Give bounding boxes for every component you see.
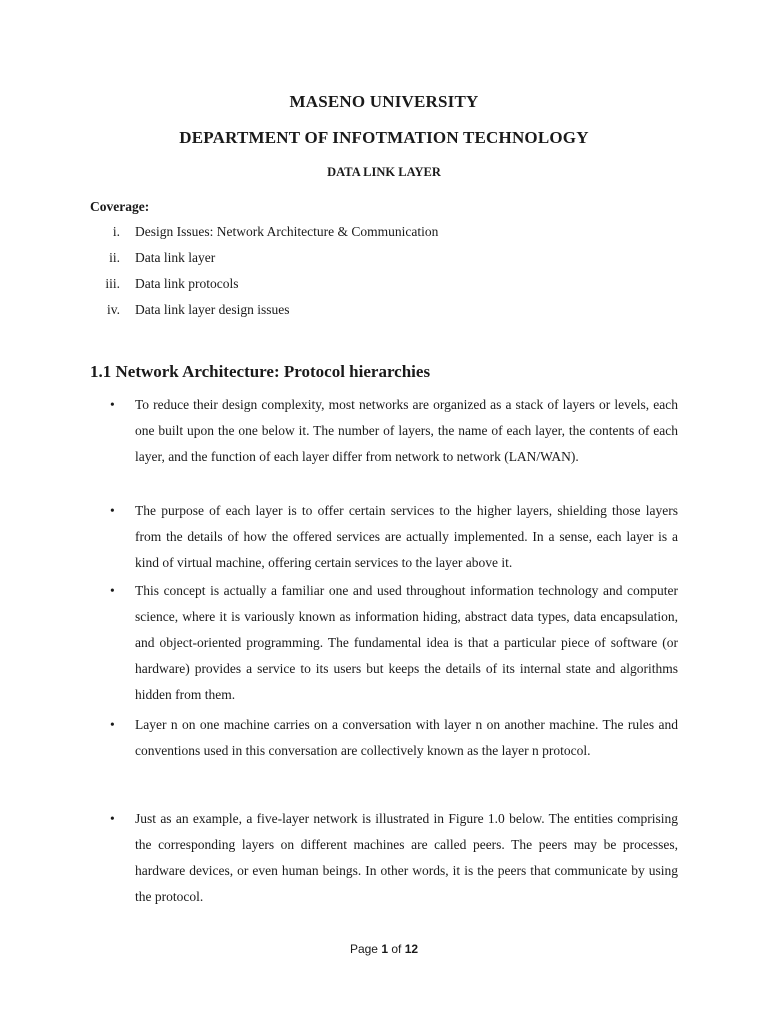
coverage-item-text: Data link protocols xyxy=(135,276,239,291)
bullet-text: Just as an example, a five-layer network is illustrated in Figure 1.0 below. The entities comprising the corresponding layers on different machines are called peers. The peers may be processes, hardware devices, or even human beings. In other words, it is the peers that communicate by using the protocol. xyxy=(135,811,678,904)
coverage-item-text: Data link layer xyxy=(135,250,216,265)
footer-page-label: Page xyxy=(349,942,378,956)
bullet-text: Layer n on one machine carries on a conversation with layer n on another machine. The rules and conventions used in this conversation are collectively known as the layer n protocol. xyxy=(135,717,678,758)
coverage-item-number: iii. xyxy=(105,276,120,291)
coverage-item xyxy=(90,222,690,248)
coverage-item xyxy=(90,248,690,274)
coverage-item xyxy=(90,274,690,300)
bullet-marker: • xyxy=(110,397,115,412)
footer-current-page: 1 xyxy=(381,942,388,956)
university-title: MASENO UNIVERSITY xyxy=(289,92,479,111)
coverage-item-number: ii. xyxy=(109,250,120,265)
coverage-item-text: Data link layer design issues xyxy=(135,302,290,317)
bullet-text: To reduce their design complexity, most networks are organized as a stack of layers or levels, each one built upon the one below it. The number of layers, the name of each layer, the contents of each layer, and the function of each layer differ from network to network (LAN/WAN). xyxy=(135,397,678,464)
footer-total-pages: 12 xyxy=(404,942,419,956)
bullet-text: The purpose of each layer is to offer certain services to the higher layers, shielding those layers from the details of how the offered services are actually implemented. In a sense, each layer is a kind of virtual machine, offering certain services to the layer above it. xyxy=(135,503,678,570)
bullet-marker: • xyxy=(110,717,115,732)
section-heading: 1.1 Network Architecture: Protocol hierarchies xyxy=(90,362,431,381)
topic-title: DATA LINK LAYER xyxy=(327,165,441,179)
bullet-text: This concept is actually a familiar one and used throughout information technology and computer science, where it is variously known as information hiding, abstract data types, data encapsulation, and object-oriented programming. The fundamental idea is that a particular piece of software (or hardware) provides a service to its users but keeps the details of its internal state and algorithms hidden from them. xyxy=(135,583,678,702)
coverage-item-text: Design Issues: Network Architecture & Communication xyxy=(135,224,439,239)
footer-of-label: of xyxy=(391,942,402,956)
coverage-list xyxy=(90,222,690,326)
bullet-marker: • xyxy=(110,503,115,518)
page-footer xyxy=(0,942,768,956)
bullet-marker: • xyxy=(110,811,115,826)
coverage-label: Coverage: xyxy=(90,199,150,214)
bullet-marker: • xyxy=(110,583,115,598)
department-title: DEPARTMENT OF INFOTMATION TECHNOLOGY xyxy=(179,128,589,147)
coverage-item-number: i. xyxy=(112,224,120,239)
coverage-item xyxy=(90,300,690,326)
coverage-item-number: iv. xyxy=(107,302,120,317)
